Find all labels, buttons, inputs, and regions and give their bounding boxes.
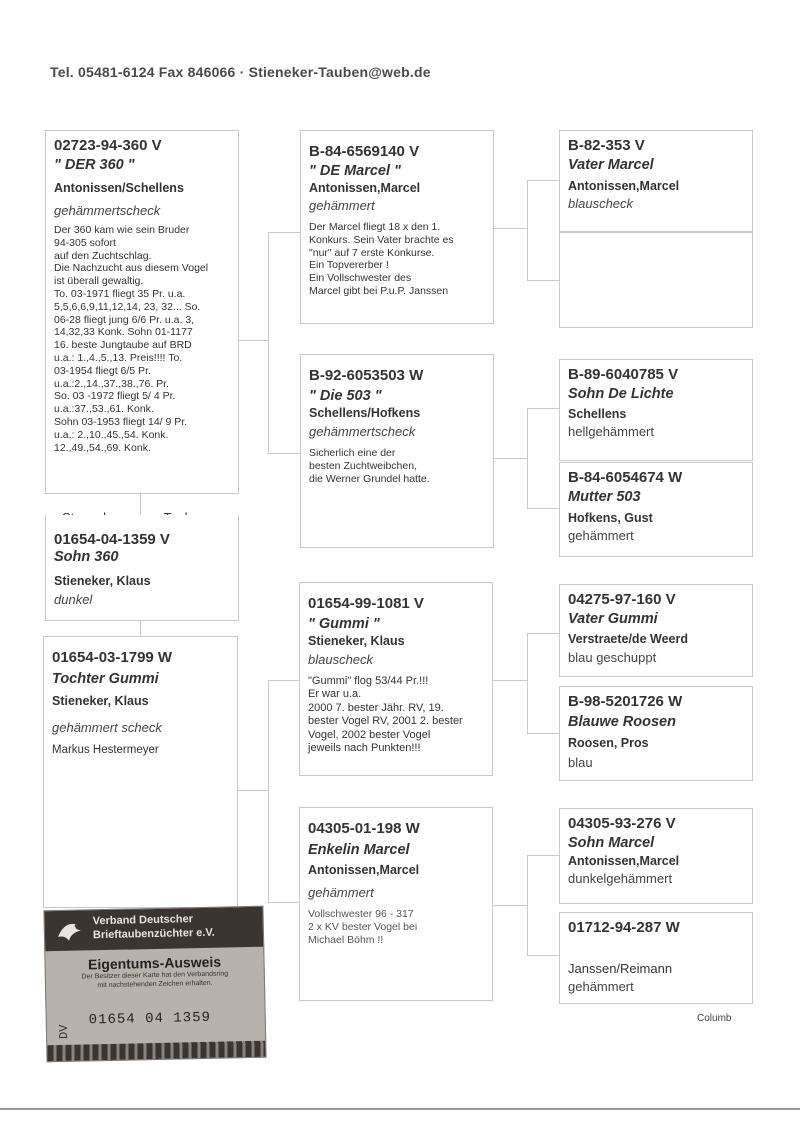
breeder: Antonissen,Marcel [568, 854, 680, 868]
pigeon-name: Sohn 360 [54, 549, 119, 565]
stamp-title: Eigentums-Ausweis [87, 953, 222, 973]
connector [140, 620, 141, 636]
connector [527, 633, 528, 733]
plumage-color: gehämmert [309, 198, 375, 213]
stamp-sub1: Der Besitzer dieser Karte hat den Verbandsring [81, 970, 229, 981]
pigeon-name: Mutter 503 [568, 489, 641, 505]
fff-card [559, 130, 753, 232]
ring-number: 01654-03-1799 W [52, 649, 173, 666]
pedigree-notes: Der 360 kam wie sein Bruder 94-305 sofort auf den Zuchtschlag. Die Nachzucht aus diesem Vogel ist überall gewaltig. To. 03-1971 fliegt 35 Pr. u.a. 5,5,6,6,9,11,12,14, 23, 32... So. 06-28 fliegt jung 6/6 Pr. u.a. 3, 14,32,33 Konk. Sohn 01-1177 16. beste Jungtaube auf BRD u.a.: 1.,4.,5.,13. Preis!!!! To. 03-1954 fliegt 6/5 Pr. u.a.:2.,14.,37.,38.,76. Pr. So. 03 -1972 fliegt 5/ 4 Pr. u.a.:37.,53.,61. Konk. Sohn 03-1953 fliegt 14/ 9 Pr. u.a.: 2.,10.,45.,54. Konk. 12.,49.,54.,69. Konk. [54, 224, 209, 454]
mf-card [299, 582, 493, 776]
breeder: Schellens/Hofkens [309, 406, 421, 420]
breeder: Hofkens, Gust [568, 511, 653, 525]
stamp-header [44, 907, 263, 952]
plumage-color: gehämmert scheck [52, 720, 162, 735]
breeder: Roosen, Pros [568, 736, 649, 750]
breeder: Verstraete/de Weerd [568, 632, 688, 646]
breeder: Antonissen,Marcel [568, 179, 680, 193]
connector [268, 453, 300, 454]
connector [268, 680, 269, 902]
plumage-color: gehämmert [568, 979, 634, 994]
mm-card [299, 807, 493, 1001]
mfm-card [559, 686, 753, 781]
connector [493, 680, 527, 681]
breeder: Stieneker, Klaus [54, 574, 151, 588]
mmf-card [559, 808, 753, 904]
breeder: Antonissen,Marcel [308, 863, 420, 877]
plumage-color: blau geschuppt [568, 650, 657, 665]
plumage-color: dunkelgehämmert [568, 871, 673, 886]
mmm-card [559, 912, 753, 1004]
page-bottom-line [0, 1108, 800, 1110]
contact-header: Tel. 05481-6124 Fax 846066 · Stieneker-Tauben@web.de [50, 64, 431, 80]
connector [238, 340, 268, 341]
breeder: Antonissen,Marcel [309, 181, 421, 195]
plumage-color: dunkel [54, 592, 93, 607]
ffm-card [559, 232, 753, 328]
fmf-card [559, 359, 753, 461]
ring-number: B-89-6040785 V [568, 366, 679, 383]
connector [527, 408, 528, 508]
stamp-org [93, 913, 215, 943]
connector [527, 408, 559, 409]
pigeon-name: " DER 360 " [54, 157, 135, 173]
connector [268, 902, 300, 903]
breeder: Stieneker, Klaus [52, 694, 149, 708]
connector [527, 955, 559, 956]
connector [527, 280, 559, 281]
pigeon-name: Sohn Marcel [568, 835, 655, 851]
ff-card [300, 130, 494, 324]
pigeon-name [568, 939, 744, 957]
plumage-color: gehämmertscheck [54, 203, 161, 218]
plumage-color: gehämmert [568, 528, 634, 543]
connector [527, 855, 528, 955]
connector [237, 790, 269, 791]
breeder: Schellens [568, 407, 627, 421]
ring-number: 02723-94-360 V [54, 137, 162, 154]
ring-number: 04275-97-160 V [568, 591, 676, 608]
connector [527, 633, 559, 634]
plumage-color: hellgehämmert [568, 424, 654, 439]
plumage-color: gehämmertscheck [309, 424, 416, 439]
connector [527, 180, 528, 280]
connector [492, 905, 527, 906]
connector [268, 680, 300, 681]
pedigree-notes: Sicherlich eine der besten Zuchtweibchen, die Werner Grundel hatte. [309, 447, 430, 485]
ring-number: 01654-04-1359 V [54, 531, 170, 548]
pigeon-name: Vater Gummi [568, 611, 658, 627]
ring-number: 01712-94-287 W [568, 919, 680, 936]
breeder: Janssen/Reimann [568, 961, 673, 976]
pedigree-notes: Vollschwester 96 - 317 2 x KV bester Vogel bei Michael Böhm !! [308, 908, 418, 946]
stamp-prefix: DV [56, 1024, 72, 1040]
plumage-color: gehämmert [308, 885, 374, 900]
ring-number: B-84-6569140 V [309, 143, 420, 160]
ring-number: B-98-5201726 W [568, 693, 683, 710]
pigeon-name: Sohn De Lichte [568, 386, 674, 402]
plumage-color: blauscheck [568, 196, 634, 211]
stamp-sub2: mit nachstehenden Zeichen erhalten. [97, 980, 213, 990]
ring-number: B-92-6053503 W [309, 367, 424, 384]
ownership-stamp [43, 906, 266, 1063]
ring-number: B-82-353 V [568, 137, 645, 154]
pedigree-notes: Der Marcel fliegt 18 x den 1. Konkurs. Sein Vater brachte es "nur" auf 7 erste Konkurse. Ein Topvererber ! Ein Vollschwester des Marcel gibt bei P.u.P. Janssen [309, 221, 454, 297]
ring-number: 01654-99-1081 V [308, 595, 424, 612]
plumage-color: blau [568, 755, 593, 770]
pigeon-name: " Gummi " [308, 616, 380, 632]
connector [527, 508, 559, 509]
pigeon-name: Enkelin Marcel [308, 842, 410, 858]
footer-note: Columb [697, 1013, 732, 1024]
fm-card [300, 354, 494, 548]
connector [527, 733, 559, 734]
fmm-card [559, 462, 753, 557]
connector [493, 228, 527, 229]
stamp-border [47, 1041, 265, 1062]
stamp-org-line2: Brieftaubenzüchter e.V. [92, 926, 215, 942]
pedigree-notes: Markus Hestermeyer [52, 744, 159, 756]
stamp-org-line1: Verband Deutscher [92, 913, 194, 928]
connector [268, 232, 300, 233]
connector [527, 855, 559, 856]
connector [268, 232, 269, 454]
pigeon-logo-icon [55, 916, 86, 947]
father-card [45, 130, 239, 494]
pigeon-name: Tochter Gummi [52, 671, 159, 687]
ring-number: 04305-93-276 V [568, 815, 676, 832]
pigeon-name: Blauwe Roosen [568, 714, 676, 730]
connector [527, 180, 559, 181]
connector [494, 458, 527, 459]
breeder: Stieneker, Klaus [308, 634, 405, 648]
subject-card [45, 515, 239, 621]
breeder: Antonissen/Schellens [54, 181, 184, 195]
plumage-color: blauscheck [308, 652, 374, 667]
stamp-ring-number: 01654 04 1359 [88, 1009, 212, 1029]
pigeon-name: " DE Marcel " [309, 163, 401, 179]
pedigree-notes: "Gummi" flog 53/44 Pr.!!! Er war u.a. 2000 7. bester Jähr. RV, 19. bester Vogel RV, 2001 2. bester Vogel, 2002 bester Vogel jeweils nach Punkten!!! [308, 675, 463, 755]
ring-number: 04305-01-198 W [308, 820, 420, 837]
pigeon-name: Vater Marcel [568, 157, 654, 173]
pigeon-name: " Die 503 " [309, 388, 382, 404]
ring-number: B-84-6054674 W [568, 469, 683, 486]
mother-card [43, 636, 238, 908]
mff-card [559, 584, 753, 677]
